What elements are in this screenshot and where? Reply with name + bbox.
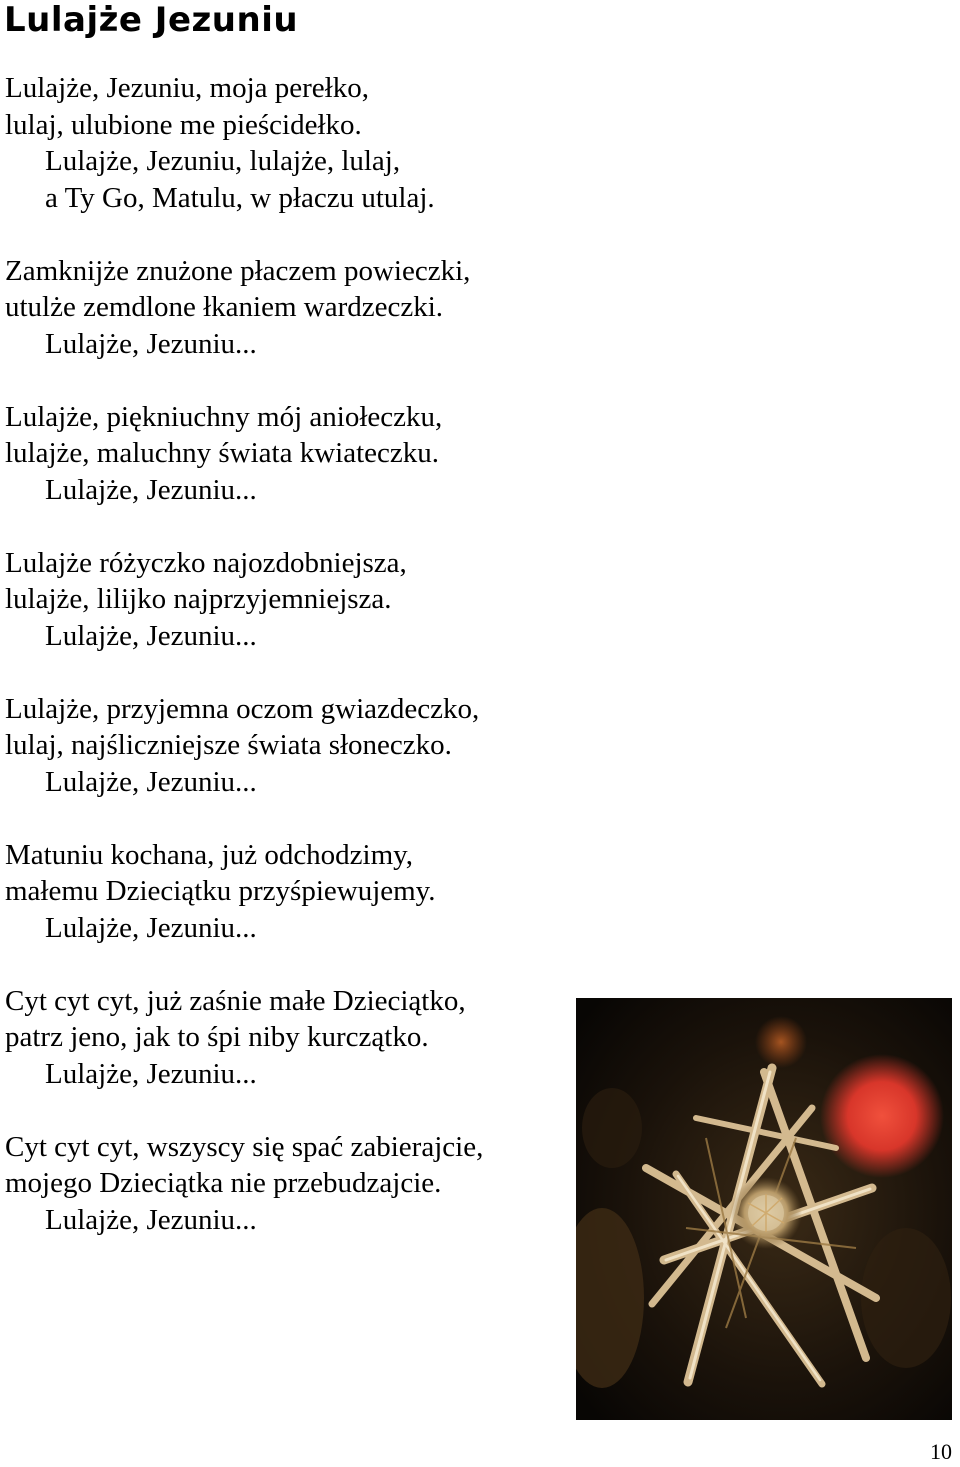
stanza-2 [5,253,575,363]
verse-line: lulaj, ulubione me pieścidełko. [5,108,362,141]
verse-line: utulże zemdlone łkaniem wardzeczki. [5,291,444,323]
verse-line: Cyt cyt cyt, wszyscy się spać zabierajcie, [5,1130,484,1163]
verse-line: mojego Dzieciątka nie przebudzajcie. [5,1167,442,1199]
stanza-5 [5,691,575,801]
verse-line: Lulajże, piękniuchny mój aniołeczku, [5,400,443,433]
verse-line: Lulajże, przyjemna oczom gwiazdeczko, [5,692,480,725]
verse-line: lulaj, najśliczniejsze świata słoneczko. [5,729,452,761]
verse-line: lulajże, lilijko najprzyjemniejsza. [5,583,392,615]
verse-line: Cyt cyt cyt, już zaśnie małe Dzieciątko, [5,984,466,1017]
verse-line: Lulajże, Jezuniu, moja perełko, [5,72,369,104]
poem-body [5,70,575,1275]
verse-line: Matuniu kochana, już odchodzimy, [5,838,414,871]
stanza-4 [5,545,575,655]
refrain-line: Lulajże, Jezuniu... [45,327,257,360]
refrain-line: Lulajże, Jezuniu... [45,765,257,798]
refrain-line: Lulajże, Jezuniu... [45,619,257,652]
stanza-7 [5,983,575,1093]
verse-line: Zamknijże znużone płaczem powieczki, [5,254,471,287]
refrain-line: Lulajże, Jezuniu... [45,1057,257,1090]
straw-star-photo [576,998,952,1420]
refrain-line: Lulajże, Jezuniu... [45,473,257,506]
stanza-3 [5,399,575,509]
verse-line-indented: a Ty Go, Matulu, w płaczu utulaj. [45,181,435,214]
poem-title: Lulajże Jezuniu [4,0,299,40]
verse-line-indented: Lulajże, Jezuniu, lulajże, lulaj, [45,145,401,177]
refrain-line: Lulajże, Jezuniu... [45,1203,257,1236]
straw-star-image [576,998,952,1420]
page-number: 10 [930,1439,952,1464]
verse-line: lulajże, maluchny świata kwiateczku. [5,437,440,469]
verse-line: patrz jeno, jak to śpi niby kurczątko. [5,1021,429,1053]
verse-line: małemu Dzieciątku przyśpiewujemy. [5,875,436,907]
stanza-6 [5,837,575,947]
verse-line: Lulajże różyczko najozdobniejsza, [5,546,407,579]
stanza-1 [5,70,575,216]
refrain-line: Lulajże, Jezuniu... [45,911,257,944]
stanza-8 [5,1129,575,1239]
